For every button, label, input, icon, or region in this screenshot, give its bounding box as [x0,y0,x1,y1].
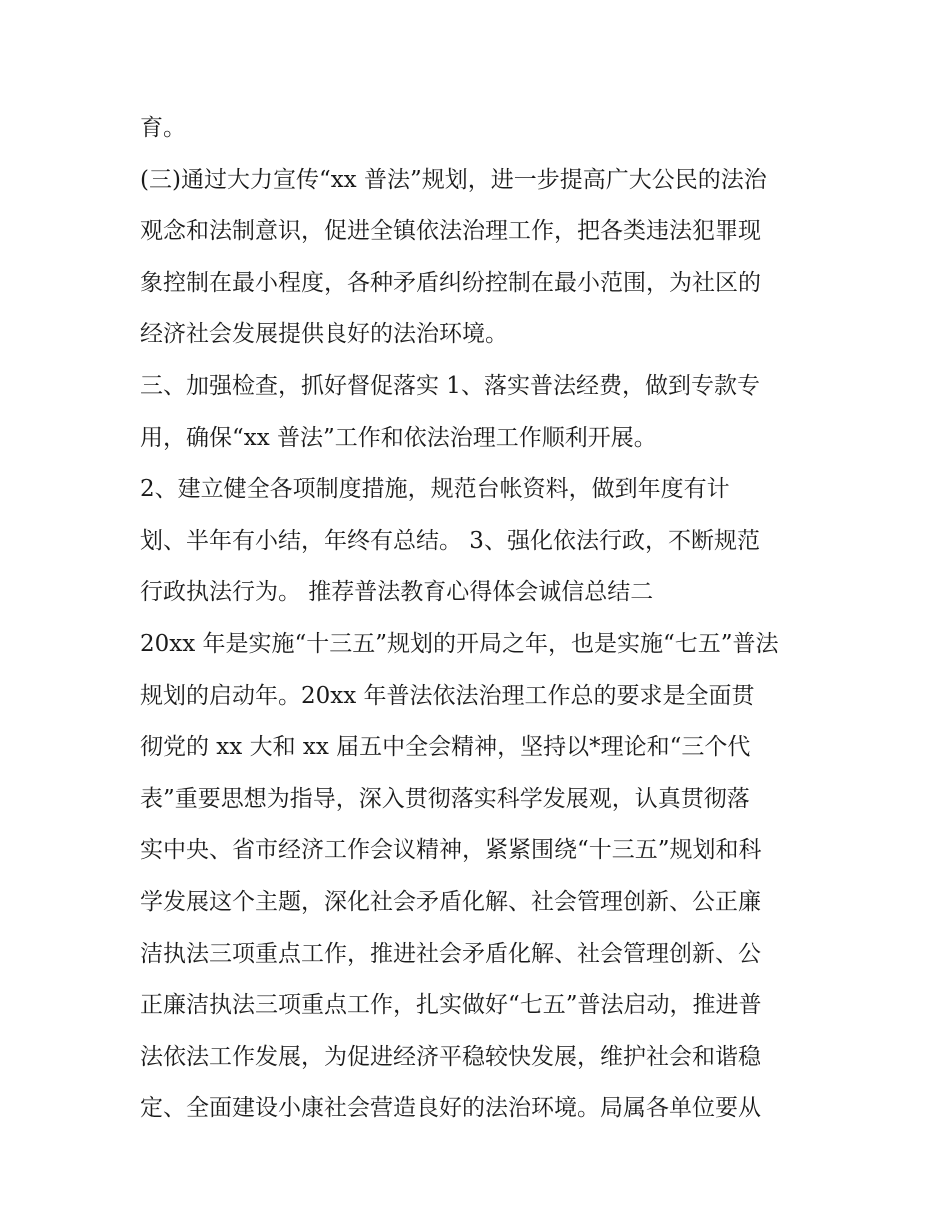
text-line: 洁执法三项重点工作，推进社会矛盾化解、社会管理创新、公 [140,940,761,967]
text-line: 用，确保“xx 普法”工作和依法治理工作顺利开展。 [140,424,657,451]
text-line: 定、全面建设小康社会营造良好的法治环境。局属各单位要从 [140,1095,761,1122]
text-line: 2、建立健全各项制度措施，规范台帐资料，做到年度有计 [140,476,730,503]
text-line: 20xx 年是实施“十三五”规划的开局之年，也是实施“七五”普法 [140,630,779,657]
text-line: 三、加强检查，抓好督促落实 1、落实普法经费，做到专款专 [140,372,760,399]
text-line: 育。 [140,115,186,141]
text-line: 学发展这个主题，深化社会矛盾化解、社会管理创新、公正廉 [140,888,761,915]
document-body [140,108,840,1140]
text-line: 表”重要思想为指导，深入贯彻落实科学发展观，认真贯彻落 [140,785,750,812]
text-line: (三)通过大力宣传“xx 普法”规划，进一步提高广大公民的法治 [140,166,767,193]
text-line: 经济社会发展提供良好的法治环境。 [140,321,508,348]
text-line: 行政执法行为。 推荐普法教育心得体会诚信总结二 [140,579,654,606]
text-line: 彻党的 xx 大和 xx 届五中全会精神，坚持以*理论和“三个代 [140,734,751,761]
text-line: 实中央、省市经济工作会议精神，紧紧围绕“十三五”规划和科 [140,837,762,864]
text-line: 观念和法制意识，促进全镇依法治理工作，把各类违法犯罪现 [140,218,761,245]
text-line: 划、半年有小结，年终有总结。 3、强化依法行政，不断规范 [140,527,760,554]
text-line: 象控制在最小程度，各种矛盾纠纷控制在最小范围，为社区的 [140,269,761,296]
text-line: 法依法工作发展，为促进经济平稳较快发展，维护社会和谐稳 [140,1043,761,1070]
text-line: 正廉洁执法三项重点工作，扎实做好“七五”普法启动，推进普 [140,992,762,1019]
text-line: 规划的启动年。20xx 年普法依法治理工作总的要求是全面贯 [140,682,755,709]
